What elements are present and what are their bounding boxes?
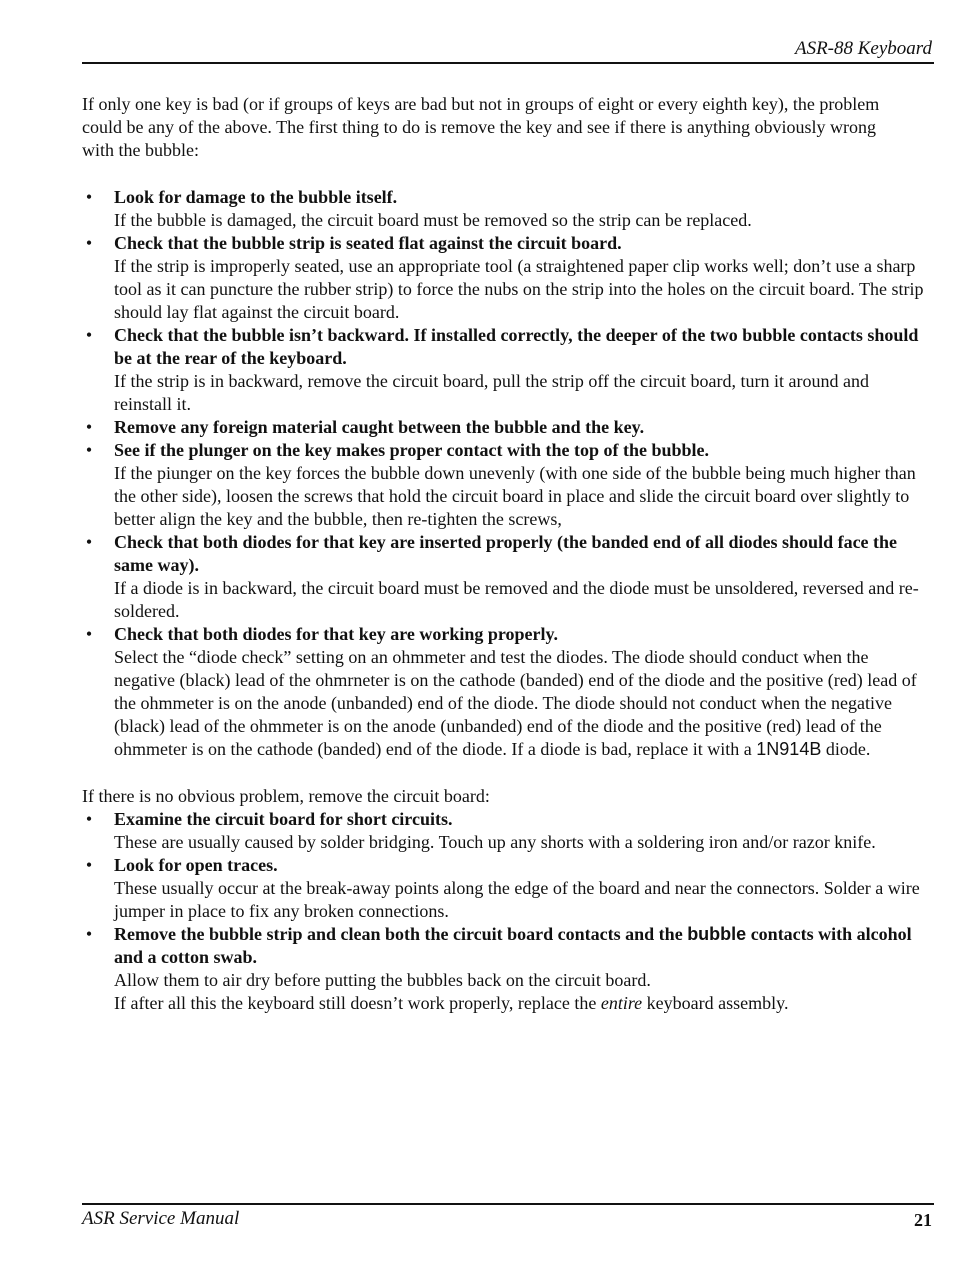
item-title: Check that the bubble isn’t backward. If installed correctly, the deeper of the two bubble contacts should be at the rear of the keyboard. [114, 325, 919, 368]
diode-test-text-end: diode. [825, 739, 871, 759]
bullet-icon: • [85, 187, 93, 207]
final-text-end: keyboard assembly. [646, 993, 789, 1013]
item-title: See if the plunger on the key makes proper contact with the top of the bubble. [114, 440, 710, 460]
list-item [82, 324, 924, 416]
list-item [82, 416, 924, 439]
item-title: Look for open traces. [114, 855, 278, 875]
board-intro-paragraph: If there is no obvious problem, remove the circuit board: [82, 786, 490, 806]
bullet-icon: • [85, 417, 93, 437]
item-title: Remove any foreign material caught between the bubble and the key. [114, 417, 645, 437]
bullet-icon: • [85, 233, 93, 253]
bullet-icon: • [85, 809, 93, 829]
list-item [82, 854, 924, 923]
list-item [82, 531, 924, 623]
list-item [82, 923, 924, 1015]
item-body: Allow them to air dry before putting the bubbles back on the circuit board. [114, 970, 651, 990]
header-rule [82, 62, 934, 64]
item-body: If the strip is improperly seated, use an appropriate tool (a straightened paper clip works well; don’t use a sharp tool as it can puncture the rubber strip) to force the nubs on the strip into the holes on the circuit board. The strip should lay flat against the circuit board. [114, 256, 924, 322]
footer-manual-title: ASR Service Manual [82, 1208, 240, 1229]
item-body: If the bubble is damaged, the circuit board must be removed so the strip can be replaced. [114, 210, 752, 230]
item-body-final [114, 992, 924, 1015]
cleaning-title-bubble: bubble [687, 924, 747, 944]
bullet-icon: • [85, 325, 93, 345]
item-title [114, 923, 924, 969]
item-body: These are usually caused by solder bridging. Touch up any shorts with a soldering iron and/or razor knife. [114, 832, 876, 852]
item-body: These usually occur at the break-away points along the edge of the board and near the connectors. Solder a wire jumper in place to fix any broken connections. [114, 878, 920, 921]
cleaning-title-end: contacts with alcohol and a cotton swab. [114, 924, 912, 967]
intro-paragraph: If only one key is bad (or if groups of keys are bad but not in groups of eight or every eighth key), the problem could be any of the above. The first thing to do is remove the key and see if there is anything obviously wrong with the bubble: [82, 94, 880, 160]
list-item [82, 232, 924, 324]
item-title: Check that both diodes for that key are working properly. [114, 624, 559, 644]
item-title: Check that both diodes for that key are inserted properly (the banded end of all diodes should face the same way). [114, 532, 898, 575]
footer-rule [82, 1203, 934, 1205]
board-check-list [82, 808, 924, 1015]
diode-part-number: 1N914B [756, 739, 822, 759]
bullet-icon: • [85, 440, 93, 460]
bullet-icon: • [85, 924, 93, 944]
bullet-icon: • [85, 532, 93, 552]
item-title: Look for damage to the bubble itself. [114, 187, 398, 207]
list-item [82, 623, 924, 761]
item-title: Check that the bubble strip is seated flat against the circuit board. [114, 233, 622, 253]
cleaning-title-start: Remove the bubble strip and clean both the circuit board contacts and the [114, 924, 683, 944]
page-content [82, 93, 924, 1015]
list-item [82, 808, 924, 854]
list-item [82, 186, 924, 232]
list-item [82, 439, 924, 531]
bullet-icon: • [85, 855, 93, 875]
item-body: If the piunger on the key forces the bubble down unevenly (with one side of the bubble being much higher than the other side), loosen the screws that hold the circuit board in place and slide the circuit board over slightly to better align the key and the bubble, then re-tighten the screws, [114, 463, 916, 529]
item-body [114, 646, 924, 761]
emphasis-entire: entire [600, 993, 643, 1013]
item-body: If a diode is in backward, the circuit board must be removed and the diode must be unsoldered, reversed and re-soldered. [114, 578, 919, 621]
final-text-start: If after all this the keyboard still doesn’t work properly, replace the [114, 993, 597, 1013]
item-title: Examine the circuit board for short circuits. [114, 809, 453, 829]
bullet-icon: • [85, 624, 93, 644]
item-body: If the strip is in backward, remove the circuit board, pull the strip off the circuit board, turn it around and reinstall it. [114, 371, 869, 414]
diode-test-text: Select the “diode check” setting on an ohmmeter and test the diodes. The diode should conduct when the negative (black) lead of the ohmrneter is on the cathode (banded) end of the diode and the positive (red) lead of the ohmmeter is on the anode (unbanded) end of the diode. The diode should not conduct when the negative (black) lead of the ohmmeter is on the anode (unbanded) end of the diode and the positive (red) lead of the ohmmeter is on the cathode (banded) end of the diode. If a diode is bad, replace it with a [114, 647, 917, 759]
page-number: 21 [914, 1210, 932, 1230]
bubble-check-list [82, 186, 924, 761]
running-header: ASR-88 Keyboard [794, 38, 932, 59]
